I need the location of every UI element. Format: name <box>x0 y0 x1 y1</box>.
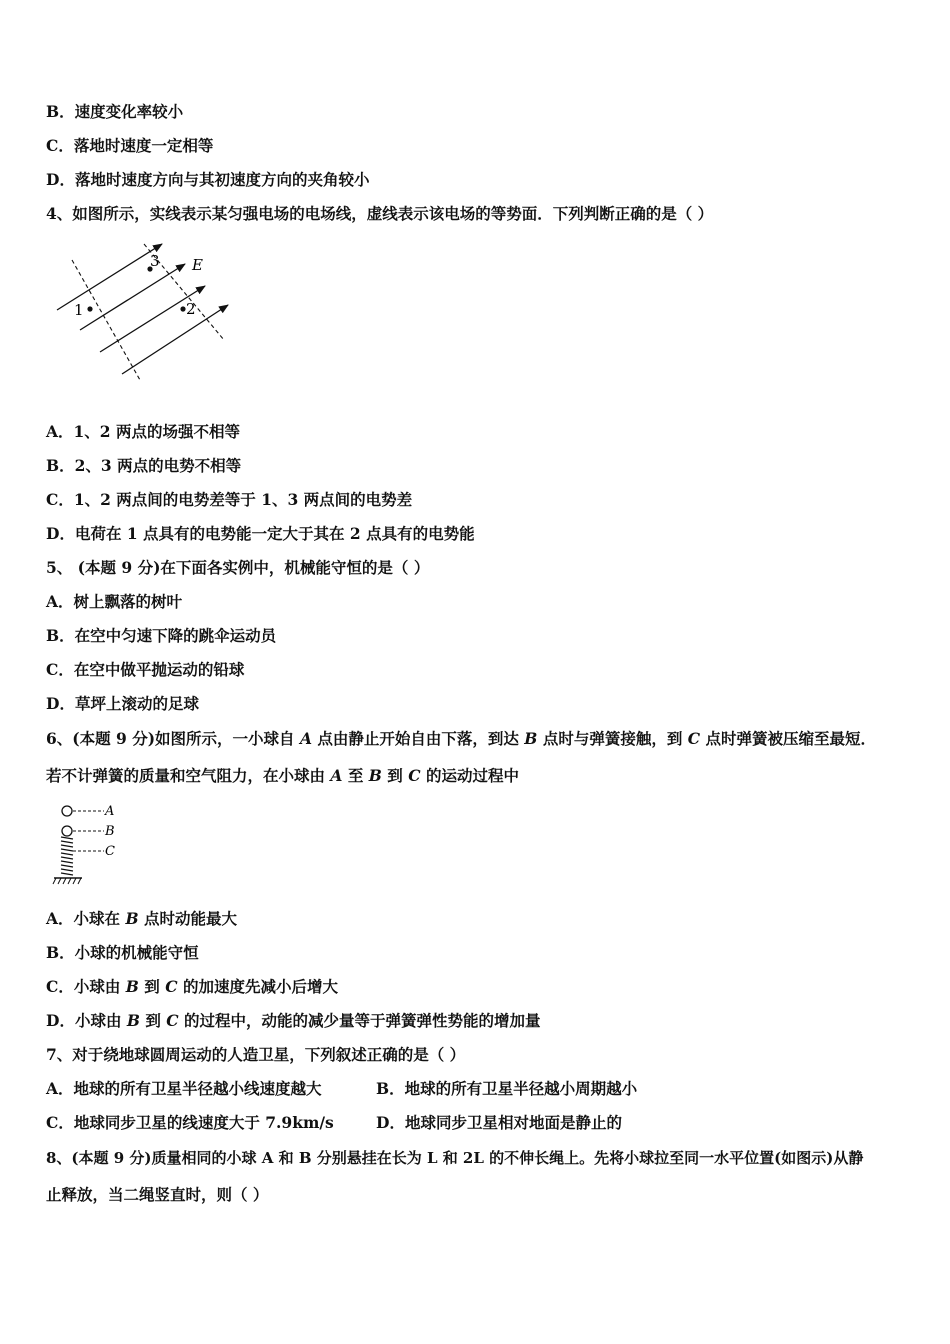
q4-option-a: A．1、2 两点的场强不相等 <box>46 422 240 441</box>
point-2 <box>180 306 185 311</box>
ball-at-b <box>62 826 72 836</box>
spring-ball-figure <box>52 800 132 886</box>
q3-option-b: B．速度变化率较小 <box>46 102 184 121</box>
q5-stem: 5、 (本题 9 分)在下面各实例中，机械能守恒的是（ ） <box>46 558 430 577</box>
q7-stem: 7、对于绕地球圆周运动的人造卫星，下列叙述正确的是（ ） <box>46 1045 466 1064</box>
q4-option-b: B．2、3 两点的电势不相等 <box>46 456 242 475</box>
q5-option-c: C．在空中做平抛运动的铅球 <box>46 660 245 679</box>
q7-option-a: A．地球的所有卫星半径越小线速度越大 <box>46 1079 322 1098</box>
q4-stem: 4、如图所示，实线表示某匀强电场的电场线，虚线表示该电场的等势面．下列判断正确的是（ ） <box>46 204 714 223</box>
label-3: 3 <box>150 252 160 270</box>
ball-at-a <box>62 806 72 816</box>
q7-option-b: B．地球的所有卫星半径越小周期越小 <box>376 1079 638 1098</box>
q4-option-d: D．电荷在 1 点具有的电势能一定大于其在 2 点具有的电势能 <box>46 524 475 543</box>
q4-option-c: C．1、2 两点间的电势差等于 1、3 两点间的电势差 <box>46 490 413 509</box>
q6-stem-line1: 6、(本题 9 分)如图所示，一小球自 A 点由静止开始自由下落，到达 B 点时与弹簧接触，到 C 点时弹簧被压缩至最短． <box>46 729 876 748</box>
label-1: 1 <box>74 301 84 319</box>
field-line <box>57 244 162 310</box>
q6-option-b: B．小球的机械能守恒 <box>46 943 199 962</box>
q3-option-d: D．落地时速度方向与其初速度方向的夹角较小 <box>46 170 370 189</box>
q8-stem-line1: 8、(本题 9 分)质量相同的小球 A 和 B 分别悬挂在长为 L 和 2L 的不伸长绳上。先将小球拉至同一水平位置(如图示)从静 <box>46 1149 864 1167</box>
spring <box>61 837 73 875</box>
label-2: 2 <box>186 300 196 318</box>
q7-option-c: C．地球同步卫星的线速度大于 7.9km/s <box>46 1113 334 1132</box>
q8-stem-line2: 止释放，当二绳竖直时，则（ ） <box>46 1185 269 1204</box>
field-line <box>100 286 205 352</box>
label-e: E <box>192 256 203 274</box>
q6-option-d: D．小球由 B 到 C 的过程中，动能的减少量等于弹簧弹性势能的增加量 <box>46 1011 541 1030</box>
q5-option-d: D．草坪上滚动的足球 <box>46 694 199 713</box>
field-line <box>80 264 185 330</box>
label-a: A <box>105 804 115 819</box>
q7-option-d: D．地球同步卫星相对地面是静止的 <box>376 1113 622 1132</box>
point-1 <box>87 306 92 311</box>
label-c: C <box>105 844 115 859</box>
q5-option-a: A．树上飘落的树叶 <box>46 592 183 611</box>
q6-stem-line2: 若不计弹簧的质量和空气阻力，在小球由 A 至 B 到 C 的运动过程中 <box>46 766 519 785</box>
q5-option-b: B．在空中匀速下降的跳伞运动员 <box>46 626 277 645</box>
field-line <box>122 305 228 374</box>
q6-option-a: A．小球在 B 点时动能最大 <box>46 909 237 928</box>
equipotential-line <box>72 260 140 380</box>
q6-option-c: C．小球由 B 到 C 的加速度先减小后增大 <box>46 977 338 996</box>
label-b: B <box>105 824 115 839</box>
q3-option-c: C．落地时速度一定相等 <box>46 136 214 155</box>
electric-field-figure <box>52 238 242 386</box>
